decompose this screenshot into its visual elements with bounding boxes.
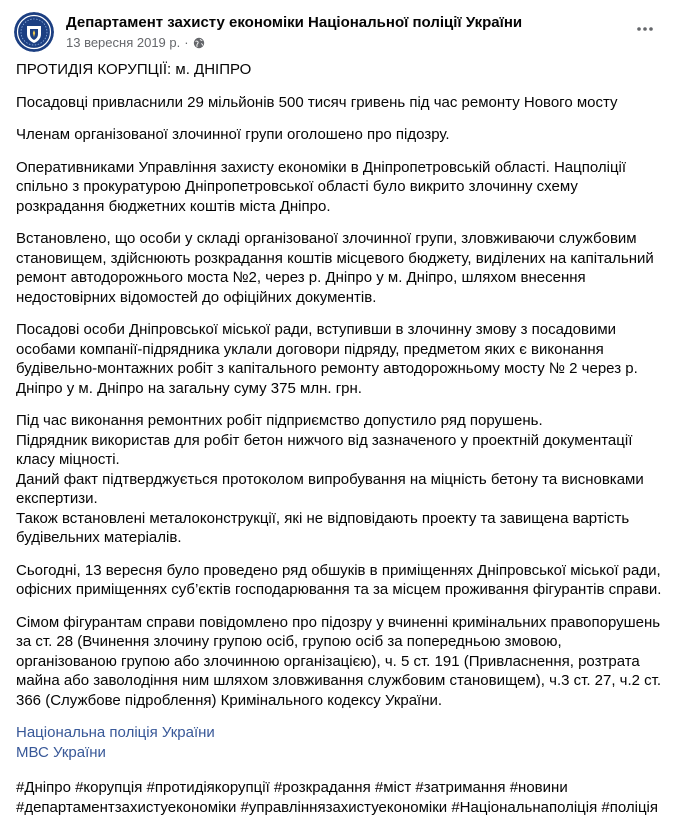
tag-link-national-police[interactable]: Національна поліція України	[16, 724, 215, 741]
post-date[interactable]: 13 вересня 2019 р.	[66, 35, 181, 50]
tagged-pages	[16, 723, 664, 762]
page-avatar[interactable]	[14, 12, 54, 52]
post-paragraph: Членам організованої злочинної групи оголошено про підозру.	[16, 126, 450, 143]
post-paragraph: Оперативниками Управління захисту економіки в Дніпропетровській області. Нацполіції спільно з прокуратурою Дніпропетровської області було викрито злочинну схему розкрадання бюджетних коштів міста Дніпро.	[16, 158, 627, 215]
post-paragraph: Посадові особи Дніпровської міської ради, вступивши в злочинну змову з посадовими особами компанії-підрядника уклали договори підряду, предметом яких є виконання будівельно-монтажних робіт з капітального ремонту автодорожньому мосту № 2 через р. Дніпро у м. Дніпро на загальну суму 375 млн. грн.	[16, 321, 638, 397]
post-paragraph: Сімом фігурантам справи повідомлено про підозру у вчиненні кримінальних правопорушень за ст. 28 (Вчинення злочину групою осіб, групою осіб за попередньою змовою, організованою групою або злочинною організацією), ч. 5 ст. 191 (Привласнення, розтрата майна або заволодіння ним шляхом зловживання службовим становищем), ч.3 ст. 27, ч.2 ст. 366 (Службове підроблення) Кримінального кодексу України.	[16, 613, 662, 709]
globe-icon	[193, 37, 205, 49]
post-paragraph: Встановлено, що особи у складі організованої злочинної групи, зловживаючи службовим становищем, здійснюють розкрадання коштів місцевого бюджету, виділених на капітальний ремонт автодорожнього моста №2, через р. Дніпро у м. Дніпро, шляхом внесення недостовірних відомостей до офіційних документів.	[16, 230, 654, 306]
meta-separator: ·	[184, 35, 189, 50]
post-header	[12, 10, 663, 54]
page-name-link[interactable]: Департамент захисту економіки Національної поліції України	[66, 14, 523, 31]
post-heading: ПРОТИДІЯ КОРУПЦІЇ: м. ДНІПРО	[16, 61, 252, 78]
post-meta	[66, 35, 205, 50]
police-emblem-icon	[14, 12, 54, 52]
tag-link-mvs[interactable]: МВС України	[16, 743, 106, 761]
post-paragraph: Посадовці привласнили 29 мільйонів 500 тисяч гривень під час ремонту Нового мосту	[16, 93, 618, 111]
more-options-icon[interactable]	[633, 20, 657, 38]
hashtags[interactable]: #Дніпро #корупція #протидіякорупції #розкрадання #міст #затримання #новини #департаментзахистуекономіки #управліннязахистуекономіки #Національнаполіція #поліція	[16, 779, 658, 816]
post-body	[16, 60, 664, 817]
post-paragraph: Сьогодні, 13 вересня було проведено ряд обшуків в приміщеннях Дніпровської міської ради, офісних приміщеннях суб’єктів господарювання та за місцем проживання фігурантів справи.	[16, 561, 662, 598]
post-paragraph: Під час виконання ремонтних робіт підприємство допустило ряд порушень. Підрядник використав для робіт бетон нижчого від зазначеного у проектній документації класу міцності. Даний факт підтверджується протоколом випробування на міцність бетону та висновками експертизи. Також встановлені металоконструкції, які не відповідають проекту та завищена вартість будівельних матеріалів.	[16, 412, 644, 546]
